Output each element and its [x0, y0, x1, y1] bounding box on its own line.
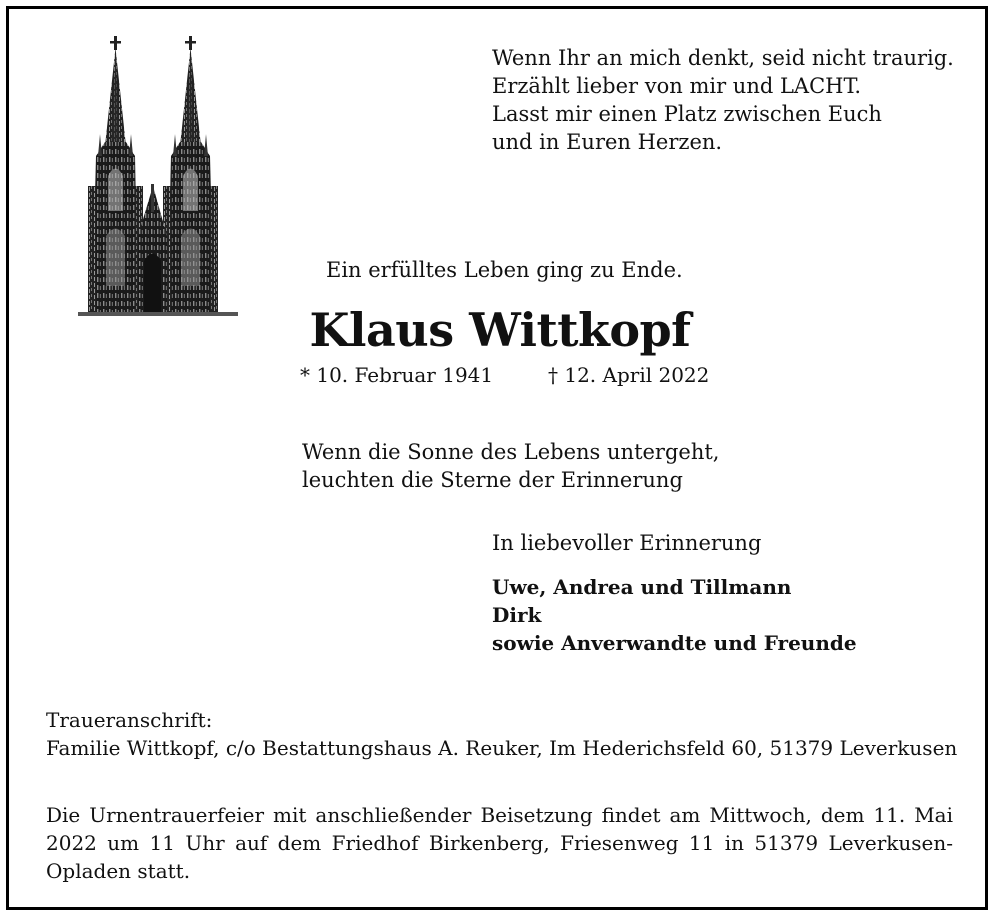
mourner-line: Uwe, Andrea und Tillmann — [492, 575, 792, 599]
poem-line: Lasst mir einen Platz zwischen Euch — [492, 102, 882, 126]
mourner-line: Dirk — [492, 603, 542, 627]
address-label: Traueranschrift: — [46, 708, 213, 732]
death-date: † 12. April 2022 — [548, 363, 710, 387]
poem-line: und in Euren Herzen. — [492, 130, 723, 154]
cologne-cathedral-icon — [78, 36, 238, 316]
intro-line: Ein erfülltes Leben ging zu Ende. — [326, 258, 683, 282]
verse-line: leuchten die Sterne der Erinnerung — [302, 468, 683, 492]
mourning-address — [46, 706, 957, 762]
deceased-name: Klaus Wittkopf — [309, 303, 691, 357]
mourners-list — [492, 573, 857, 657]
ceremony-notice: Die Urnentrauerfeier mit anschließender Beisetzung findet am Mittwoch, dem 11. Mai 2022 um 11 Uhr auf dem Friedhof Birkenberg, Friesenweg 11 in 51379 Leverkusen-Opladen statt. — [46, 803, 953, 883]
birth-date: * 10. Februar 1941 — [300, 363, 494, 387]
poem-line: Erzählt lieber von mir und LACHT. — [492, 74, 862, 98]
memorial-verse — [302, 438, 719, 494]
mourner-line: sowie Anverwandte und Freunde — [492, 631, 857, 655]
memory-line: In liebevoller Erinnerung — [492, 531, 762, 555]
verse-line: Wenn die Sonne des Lebens untergeht, — [302, 440, 720, 464]
opening-poem — [492, 44, 954, 156]
poem-line: Wenn Ihr an mich denkt, seid nicht traurig. — [492, 46, 954, 70]
address-text: Familie Wittkopf, c/o Bestattungshaus A. Reuker, Im Hederichsfeld 60, 51379 Leverkusen — [46, 736, 958, 760]
